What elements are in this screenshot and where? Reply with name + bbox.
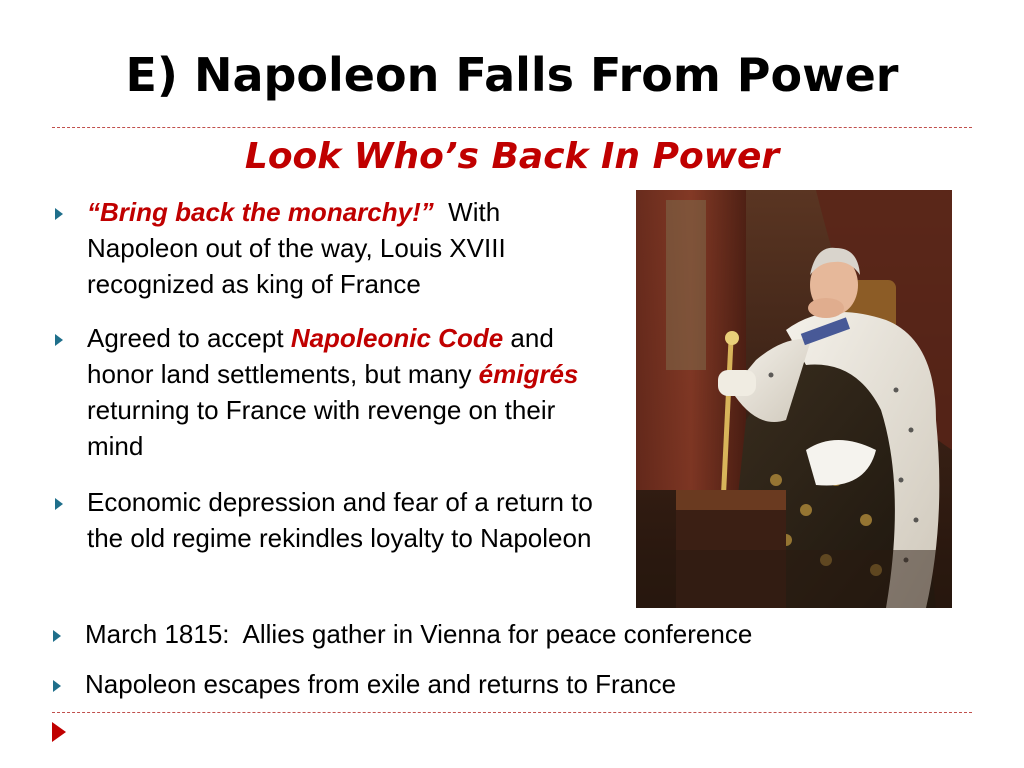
bullet-text: March 1815: Allies gather in Vienna for peace conference xyxy=(85,619,753,649)
slide-title: E) Napoleon Falls From Power xyxy=(125,48,899,102)
bullet-item-3 xyxy=(87,484,607,556)
bullet-arrow-icon xyxy=(55,208,63,220)
bullet-arrow-icon xyxy=(55,498,63,510)
bullet-item-2 xyxy=(87,320,617,464)
bullet-text: Economic depression and fear of a return to the old regime rekindles loyalty to Napoleon xyxy=(87,487,593,553)
bullet-arrow-icon xyxy=(55,334,63,346)
top-divider xyxy=(52,127,972,128)
bullet-item-4 xyxy=(85,616,985,652)
bullet-text: Napoleon escapes from exile and returns to France xyxy=(85,669,677,699)
portrait-image xyxy=(636,190,952,608)
slide-subtitle: Look Who’s Back In Power xyxy=(244,136,780,177)
portrait-of-louis-xviii-icon xyxy=(636,190,952,608)
bullet-arrow-icon xyxy=(53,680,61,692)
bullet-emphasis-emigres: émigrés xyxy=(478,359,579,389)
bullet-text-before: Agreed to accept xyxy=(87,323,291,353)
bullet-text-middle: and honor land settlements, but many xyxy=(87,323,562,389)
bullet-text-after: returning to France with revenge on their mind xyxy=(87,359,586,461)
bullet-arrow-icon xyxy=(53,630,61,642)
bullet-item-1 xyxy=(87,194,607,302)
bullet-emphasis-napoleonic-code: Napoleonic Code xyxy=(290,323,504,353)
bullet-item-5 xyxy=(85,666,985,702)
bullet-emphasis: “Bring back the monarchy!” xyxy=(87,197,434,227)
slide-corner-arrow-icon xyxy=(52,722,66,742)
bullet-text: With Napoleon out of the way, Louis XVIII recognized as king of France xyxy=(87,197,513,299)
bottom-divider xyxy=(52,712,972,713)
